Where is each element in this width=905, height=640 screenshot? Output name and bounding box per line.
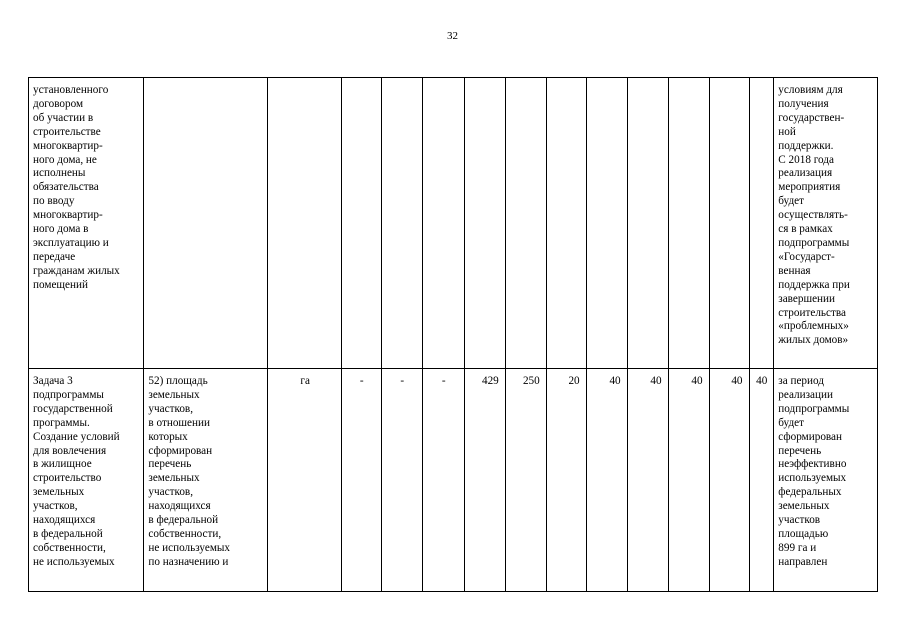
- indicator-cell: [144, 78, 268, 369]
- value-cell: [709, 78, 749, 369]
- table-row: [29, 369, 878, 592]
- value-cell: [505, 78, 546, 369]
- task-cell: Задача 3 подпрограммы государственной программы. Создание условий для вовлечения в жилищное строительство земельных участков, находящихся в федеральной собственности, не используемых: [29, 369, 144, 592]
- value-cell: -: [422, 369, 464, 592]
- page-number: 32: [447, 30, 458, 42]
- value-cell: [546, 78, 586, 369]
- indicators-table: [28, 77, 878, 592]
- note-cell: за период реализации подпрограммы будет сформирован перечень неэффективно используемых федеральных земельных участков площадью 899 га и направлен: [774, 369, 878, 592]
- value-cell: [586, 78, 627, 369]
- table-row: [29, 78, 878, 369]
- value-cell: [341, 78, 381, 369]
- unit-cell: га: [268, 369, 341, 592]
- note-cell: условиям для получения государствен- ной поддержки. С 2018 года реализация мероприятия будет осуществлять- ся в рамках подпрограммы «Государст- венная поддержка при завершении строительства «проблемных» жилых домов»: [774, 78, 878, 369]
- value-cell: -: [381, 369, 422, 592]
- value-cell: [668, 78, 709, 369]
- value-cell: 40: [627, 369, 668, 592]
- value-cell: 20: [546, 369, 586, 592]
- value-cell: [381, 78, 422, 369]
- value-cell: 250: [505, 369, 546, 592]
- value-cell: 40: [709, 369, 749, 592]
- indicator-cell: 52) площадь земельных участков, в отношении которых сформирован перечень земельных участков, находящихся в федеральной собственности, не используемых по назначению и: [144, 369, 268, 592]
- task-cell: установленного договором об участии в строительстве многоквартир- ного дома, не исполнены обязательства по вводу многоквартир- ного дома в эксплуатацию и передаче гражданам жилых помещений: [29, 78, 144, 369]
- value-cell: [464, 78, 505, 369]
- value-cell: [749, 78, 774, 369]
- unit-cell: [268, 78, 341, 369]
- value-cell: 429: [464, 369, 505, 592]
- value-cell: 40: [749, 369, 774, 592]
- value-cell: 40: [668, 369, 709, 592]
- value-cell: 40: [586, 369, 627, 592]
- value-cell: -: [341, 369, 381, 592]
- value-cell: [627, 78, 668, 369]
- value-cell: [422, 78, 464, 369]
